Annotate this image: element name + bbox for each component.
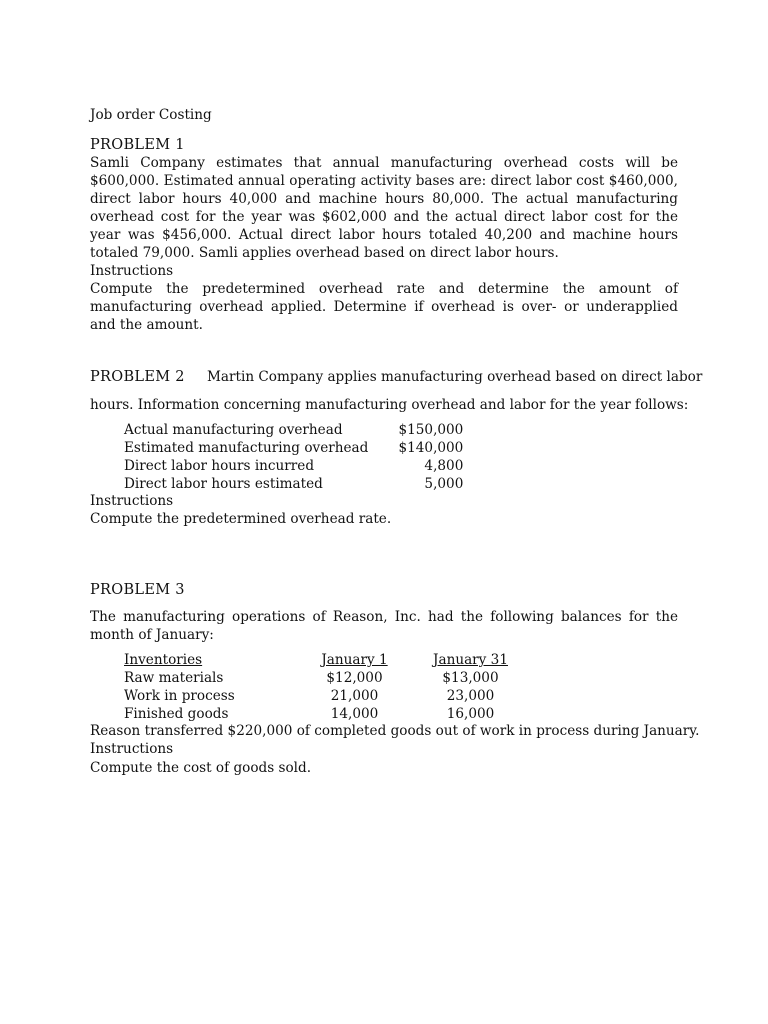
row-value: $140,000 (398, 440, 464, 456)
table-header-row (124, 651, 536, 669)
row-label: Direct labor hours incurred (124, 458, 315, 474)
problem-3-instructions: Compute the cost of goods sold. (90, 760, 312, 776)
row-label: Work in process (124, 688, 235, 704)
problem-2-intro-line-2: hours. Information concerning manufacturing overhead and labor for the year follows: (90, 397, 689, 413)
row-value: $150,000 (398, 422, 464, 438)
problem-2-instructions: Compute the predetermined overhead rate. (90, 511, 392, 527)
document-page (90, 0, 703, 1024)
header-january-1: January 1 (321, 652, 388, 668)
overhead-data-table (124, 421, 463, 493)
table-row (124, 457, 463, 475)
document-title: Job order Costing (90, 107, 212, 123)
row-jan31: 23,000 (446, 688, 495, 704)
row-jan1: 21,000 (330, 688, 379, 704)
row-value: 5,000 (424, 476, 464, 492)
row-label: Direct labor hours estimated (124, 476, 323, 492)
table-row (124, 687, 536, 705)
row-jan1: $12,000 (326, 670, 383, 686)
row-label: Estimated manufacturing overhead (124, 440, 369, 456)
problem-3-heading: PROBLEM 3 (90, 582, 185, 598)
header-inventories: Inventories (124, 652, 203, 668)
problem-2-intro-line-1: Martin Company applies manufacturing overhead based on direct labor (207, 369, 703, 385)
problem-2-instructions-label: Instructions (90, 493, 174, 509)
table-row (124, 475, 463, 493)
row-value: 4,800 (424, 458, 464, 474)
problem-1-body: Samli Company estimates that annual manufacturing overhead costs will be $600,000. Estimated annual operating activity bases are: direct labor cost $460,000, direct labor hours 40,000 and machine hours 80,000. The actual manufacturing overhead cost for the year was $602,000 and the actual direct labor cost for the year was $456,000. Actual direct labor hours totaled 40,200 and machine hours totaled 79,000. Samli applies overhead based on direct labor hours. (90, 155, 678, 261)
problem-1-instructions: Compute the predetermined overhead rate and determine the amount of manufacturing overhead applied. Determine if overhead is over- or underapplied and the amount. (90, 281, 678, 333)
row-label: Actual manufacturing overhead (124, 422, 343, 438)
row-jan31: $13,000 (442, 670, 499, 686)
problem-3-intro: The manufacturing operations of Reason, Inc. had the following balances for the month of January: (90, 609, 678, 643)
problem-1-instructions-label: Instructions (90, 263, 174, 279)
header-january-31: January 31 (433, 652, 508, 668)
problem-3-instructions-label: Instructions (90, 741, 174, 757)
table-row (124, 705, 536, 723)
table-row (124, 421, 463, 439)
row-label: Raw materials (124, 670, 224, 686)
problem-2-heading: PROBLEM 2 (90, 369, 185, 385)
problem-1-heading: PROBLEM 1 (90, 137, 185, 153)
table-row (124, 669, 536, 687)
table-row (124, 439, 463, 457)
problem-3-transfer-note: Reason transferred $220,000 of completed goods out of work in process during January. (90, 723, 700, 739)
inventory-balances-table (124, 651, 536, 723)
row-jan31: 16,000 (446, 706, 495, 722)
row-jan1: 14,000 (330, 706, 379, 722)
row-label: Finished goods (124, 706, 229, 722)
